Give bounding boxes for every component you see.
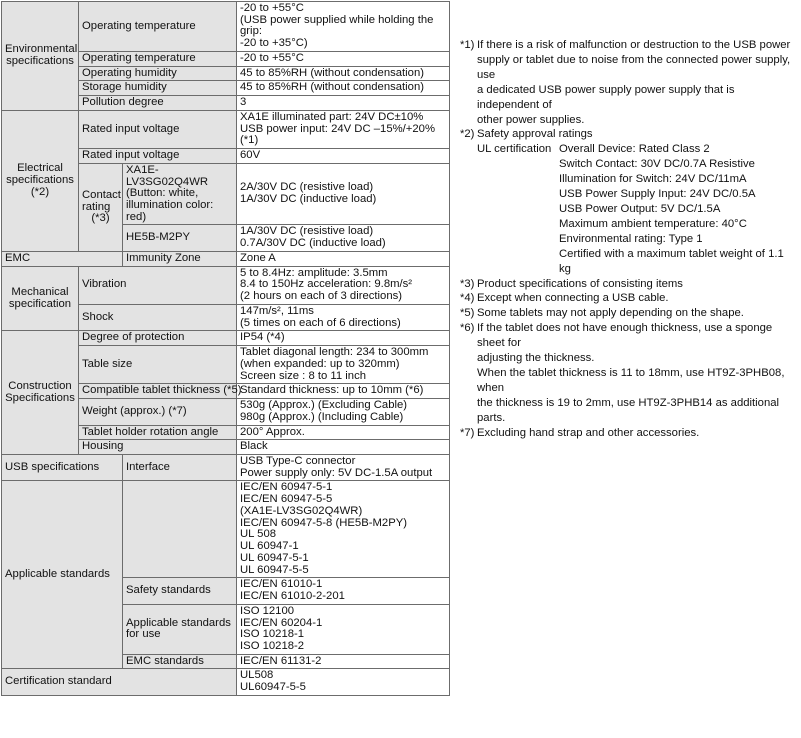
row-label: Storage humidity [79,81,237,96]
table-row [2,2,450,52]
table-row [2,110,450,148]
row-value: IEC/EN 61131-2 [237,654,450,669]
row-value: IEC/EN 61010-1 IEC/EN 61010-2-201 [237,578,450,604]
table-row [2,251,450,266]
ul-certification: UL certification Overall Device: Rated Class 2 Switch Contact: 30V DC/0.7A Resistive Illumination for Switch: 24V DC/11mA USB Power Supply Input: 24V DC/0.5A USB Power Output: 5V DC/1.5A Maximum ambient temperature: 40°C Environmental rating: Type 1 Certified with a maximum tablet weight of 1.1 kg [477,143,784,275]
contact-rating-label: Contact rating (*3) [79,163,123,251]
spec-table [1,1,450,696]
table-row [2,669,450,695]
row-value: Tablet diagonal length: 234 to 300mm (when expanded: up to 320mm) Screen size : 8 to 11 inch [237,346,450,384]
row-value: -20 to +55°C [237,51,450,66]
contact-model: HE5B-M2PY [123,225,237,251]
table-row [2,454,450,480]
usb-category: USB specifications [2,454,123,480]
env-category: Environmental specifications [2,2,79,111]
row-value: 60V [237,149,450,164]
footnote-3: *3) Product specifications of consisting items [460,277,683,290]
row-value: 45 to 85%RH (without condensation) [237,66,450,81]
footnote-6: *6) If the tablet does not have enough thickness, use a sponge sheet for adjusting the thickness. When the tablet thickness is 11 to 18mm, use HT9Z-3PHB08, when the thickness is 19 to 2mm, use HT9Z-3PHB14 as additional parts. [460,322,785,424]
row-label [123,481,237,578]
row-label: Rated input voltage [79,149,237,164]
row-value: 147m/s², 11ms (5 times on each of 6 directions) [237,304,450,330]
row-label: Safety standards [123,578,237,604]
row-value: UL508 UL60947-5-5 [237,669,450,695]
certification-category: Certification standard [2,669,237,695]
row-label: Table size [79,346,237,384]
row-value: 2A/30V DC (resistive load) 1A/30V DC (inductive load) [237,163,450,225]
row-value: ISO 12100 IEC/EN 60204-1 ISO 10218-1 ISO 10218-2 [237,604,450,654]
row-label: Interface [123,454,237,480]
emc-category: EMC [2,251,123,266]
row-value: 45 to 85%RH (without condensation) [237,81,450,96]
footnote-5: *5) Some tablets may not apply depending on the shape. [460,307,744,320]
row-value: Zone A [237,251,450,266]
row-value: 1A/30V DC (resistive load) 0.7A/30V DC (inductive load) [237,225,450,251]
row-label: Pollution degree [79,96,237,111]
row-value: 3 [237,96,450,111]
mechanical-category: Mechanical specification [2,266,79,331]
row-value: Standard thickness: up to 10mm (*6) [237,384,450,399]
row-value: USB Type-C connector Power supply only: 5V DC-1.5A output [237,454,450,480]
row-value: Black [237,440,450,455]
standards-category: Applicable standards [2,481,123,669]
row-value: 530g (Approx.) (Excluding Cable) 980g (Approx.) (Including Cable) [237,399,450,425]
row-label: Immunity Zone [123,251,237,266]
table-row [2,266,450,304]
table-row [2,481,450,578]
row-label: Compatible tablet thickness (*5) [79,384,237,399]
row-label: EMC standards [123,654,237,669]
row-label: Operating humidity [79,66,237,81]
row-label: Operating temperature [79,2,237,52]
row-label: Operating temperature [79,51,237,66]
row-label: Weight (approx.) (*7) [79,399,237,425]
row-label: Shock [79,304,237,330]
row-label: Applicable standards for use [123,604,237,654]
row-value: -20 to +55°C (USB power supplied while holding the grip: -20 to +35°C) [237,2,450,52]
footnote-4: *4) Except when connecting a USB cable. [460,292,669,305]
table-row [2,331,450,346]
row-value: 5 to 8.4Hz: amplitude: 3.5mm 8.4 to 150Hz acceleration: 9.8m/s² (2 hours on each of 3 directions) [237,266,450,304]
footnote-7: *7) Excluding hand strap and other accessories. [460,426,700,439]
row-value: 200° Approx. [237,425,450,440]
row-label: Rated input voltage [79,110,237,148]
contact-model: XA1E-LV3SG02Q4WR (Button: white, illumination color: red) [123,163,237,225]
footnote-1: *1) If there is a risk of malfunction or destruction to the USB power supply or tablet due to noise from the connected power supply, use a dedicated USB power supply power supply that is independent of other power supplies. [460,39,791,126]
row-label: Housing [79,440,237,455]
footnote-2: *2) Safety approval ratings [460,128,593,141]
row-value: IP54 (*4) [237,331,450,346]
footnotes [460,38,798,440]
electrical-category: Electrical specifications (*2) [2,110,79,251]
row-value: IEC/EN 60947-5-1 IEC/EN 60947-5-5 (XA1E-LV3SG02Q4WR) IEC/EN 60947-5-8 (HE5B-M2PY) UL 508 UL 60947-1 UL 60947-5-1 UL 60947-5-5 [237,481,450,578]
row-value: XA1E illuminated part: 24V DC±10% USB power input: 24V DC –15%/+20% (*1) [237,110,450,148]
construction-category: Construction Specifications [2,331,79,455]
row-label: Vibration [79,266,237,304]
row-label: Tablet holder rotation angle [79,425,237,440]
row-label: Degree of protection [79,331,237,346]
